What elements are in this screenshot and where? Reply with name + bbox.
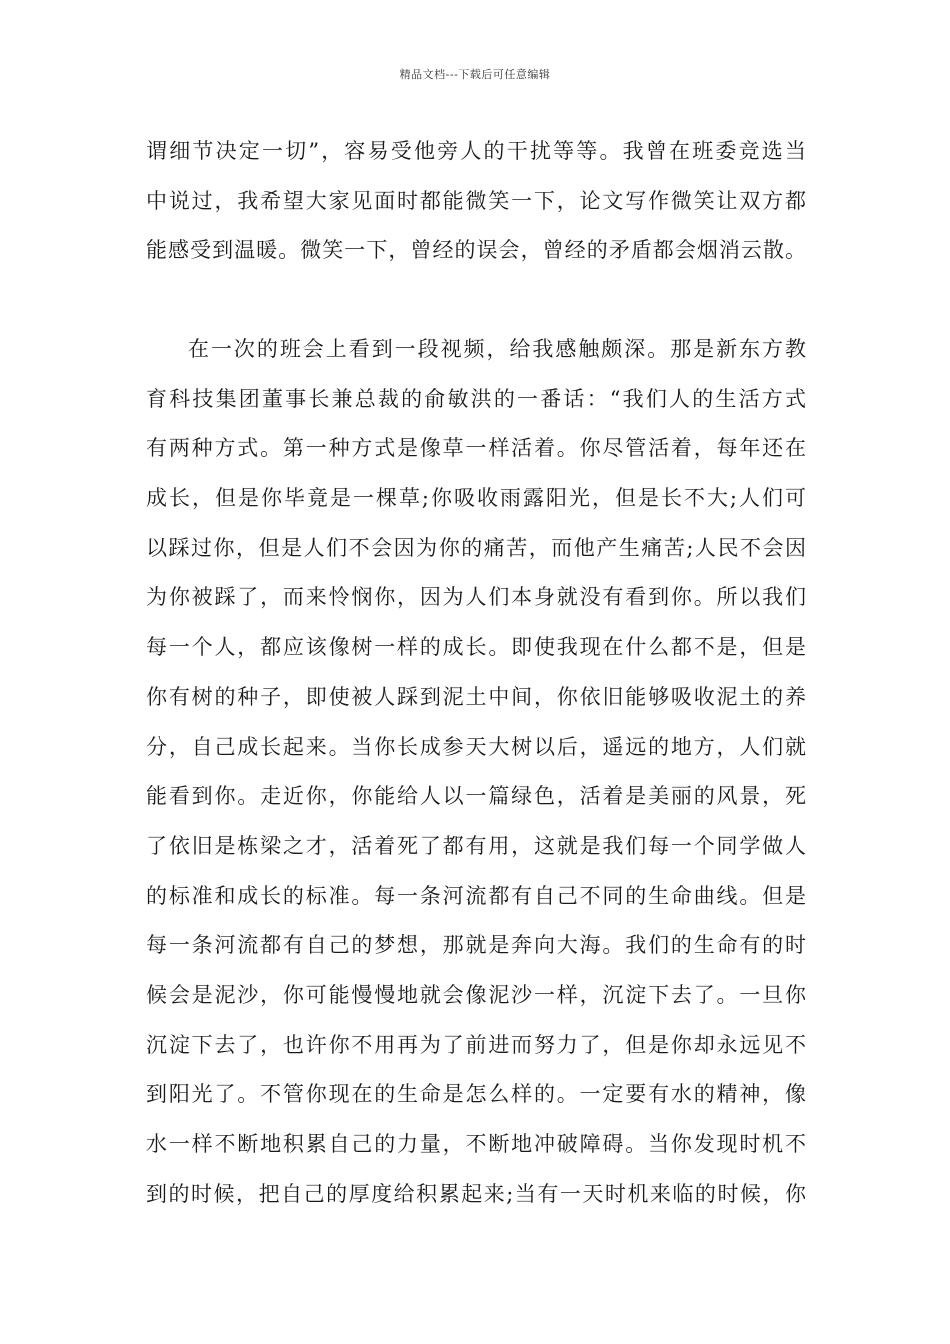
text-line: 到的时候，把自己的厚度给积累起来;当有一天时机来临的时候，你: [146, 1181, 806, 1206]
text-line: 为你被踩了，而来怜悯你，因为人们本身就没有看到你。所以我们: [146, 585, 806, 610]
paragraph-2: [146, 325, 806, 1219]
text-line: 能看到你。走近你，你能给人以一篇绿色，活着是美丽的风景，死: [146, 784, 806, 809]
paragraph-1: [146, 127, 806, 276]
text-line: 每一个人，都应该像树一样的成长。即使我现在什么都不是，但是: [146, 635, 806, 660]
text-line: 分，自己成长起来。当你长成参天大树以后，遥远的地方，人们就: [146, 734, 806, 759]
page-header: 精品文档---下载后可任意编辑: [399, 68, 551, 81]
text-line: 以踩过你，但是人们不会因为你的痛苦，而他产生痛苦;人民不会因: [146, 535, 806, 560]
text-line: 有两种方式。第一种方式是像草一样活着。你尽管活着，每年还在: [146, 436, 806, 461]
text-line: 的标准和成长的标准。每一条河流都有自己不同的生命曲线。但是: [146, 883, 806, 908]
text-line: 育科技集团董事长兼总裁的俞敏洪的一番话：“我们人的生活方式: [146, 386, 806, 411]
text-line: 水一样不断地积累自己的力量，不断地冲破障碍。当你发现时机不: [146, 1132, 806, 1156]
text-line: 沉淀下去了，也许你不用再为了前进而努力了，但是你却永远见不: [146, 1032, 806, 1057]
text-line: 谓细节决定一切”，容易受他旁人的干扰等等。我曾在班委竞选当: [146, 139, 806, 163]
text-line: 候会是泥沙，你可能慢慢地就会像泥沙一样，沉淀下去了。一旦你: [146, 982, 806, 1007]
text-line: 到阳光了。不管你现在的生命是怎么样的。一定要有水的精神，像: [146, 1082, 806, 1107]
text-line: 了依旧是栋梁之才，活着死了都有用，这就是我们每一个同学做人: [146, 833, 806, 858]
text-line: 你有树的种子，即使被人踩到泥土中间，你依旧能够吸收泥土的养: [146, 684, 806, 709]
text-line: 每一条河流都有自己的梦想，那就是奔向大海。我们的生命有的时: [146, 933, 806, 958]
text-line: 能感受到温暖。微笑一下，曾经的误会，曾经的矛盾都会烟消云散。: [146, 238, 806, 263]
text-line: 在一次的班会上看到一段视频，给我感触颇深。那是新东方教: [188, 337, 806, 361]
text-line: 中说过，我希望大家见面时都能微笑一下，论文写作微笑让双方都: [146, 188, 806, 213]
text-line: 成长，但是你毕竟是一棵草;你吸收雨露阳光，但是长不大;人们可: [146, 486, 806, 511]
